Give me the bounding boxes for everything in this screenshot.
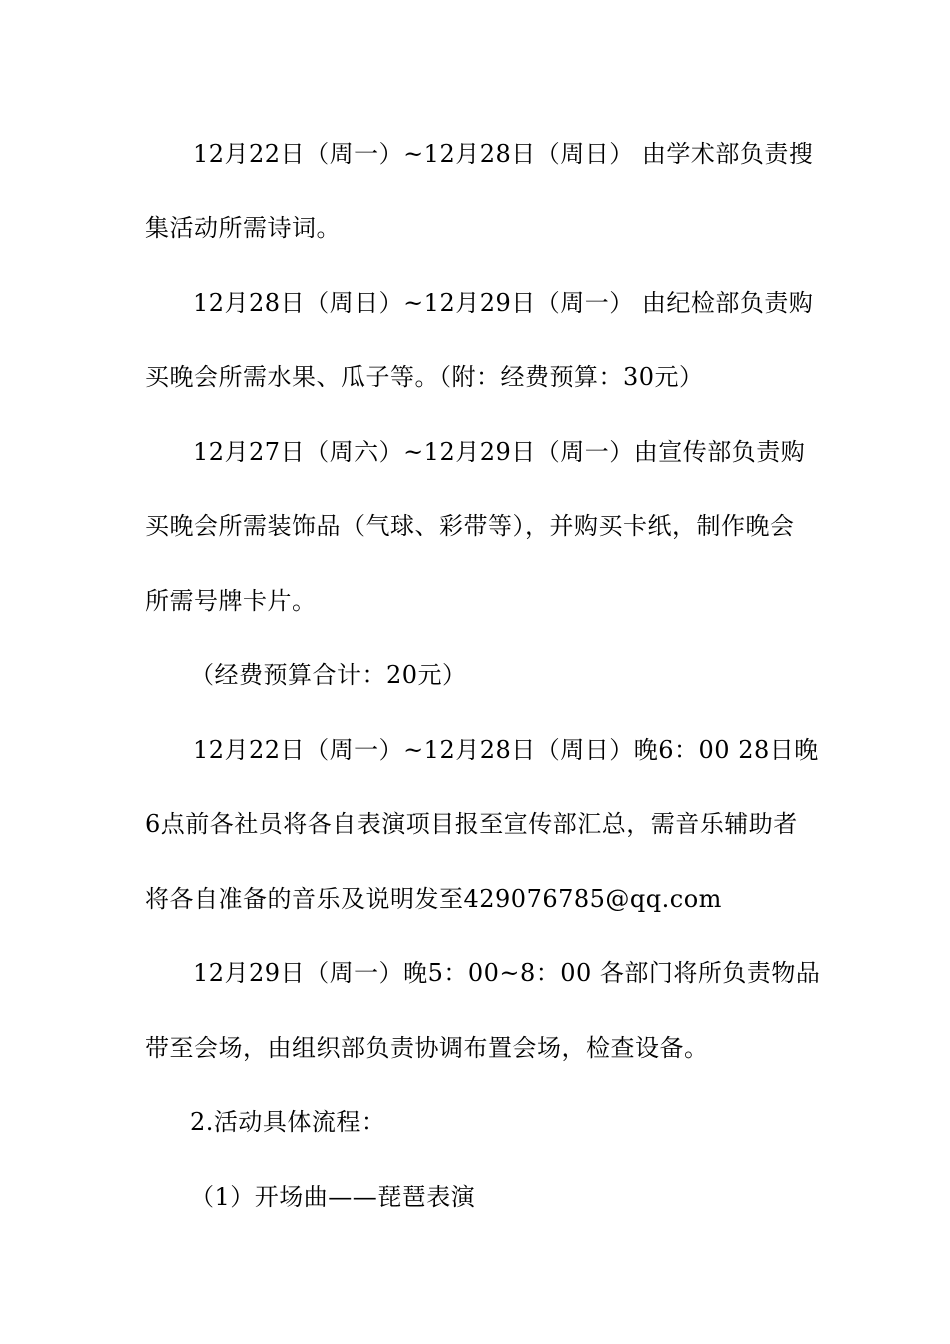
text-line: 将各自准备的音乐及说明发至429076785@qq.com [145,885,722,913]
text-line: 买晚会所需装饰品（气球、彩带等），并购买卡纸，制作晚会 [145,512,795,540]
text-line: 12月28日（周日）~12月29日（周一） 由纪检部负责购 [193,289,814,317]
text-line: 带至会场，由组织部负责协调布置会场，检查设备。 [145,1034,709,1062]
text-line: 6点前各社员将各自表演项目报至宣传部汇总，需音乐辅助者 [145,810,798,838]
text-line: 集活动所需诗词。 [145,214,341,242]
text-line: 12月29日（周一）晚5：00~8：00 各部门将所负责物品 [193,959,821,987]
text-line: 买晚会所需水果、瓜子等。（附：经费预算：30元） [145,363,704,391]
text-line: 12月27日（周六）~12月29日（周一）由宣传部负责购 [193,438,806,466]
section-heading: 2.活动具体流程： [190,1108,386,1136]
text-line: 12月22日（周一）~12月28日（周日）晚6：00 28日晚 [193,736,819,764]
text-line: （经费预算合计：20元） [190,661,467,689]
text-line: 12月22日（周一）~12月28日（周日） 由学术部负责搜 [193,140,814,168]
text-line: 所需号牌卡片。 [145,587,317,615]
list-item: （1）开场曲——琵琶表演 [190,1183,476,1211]
